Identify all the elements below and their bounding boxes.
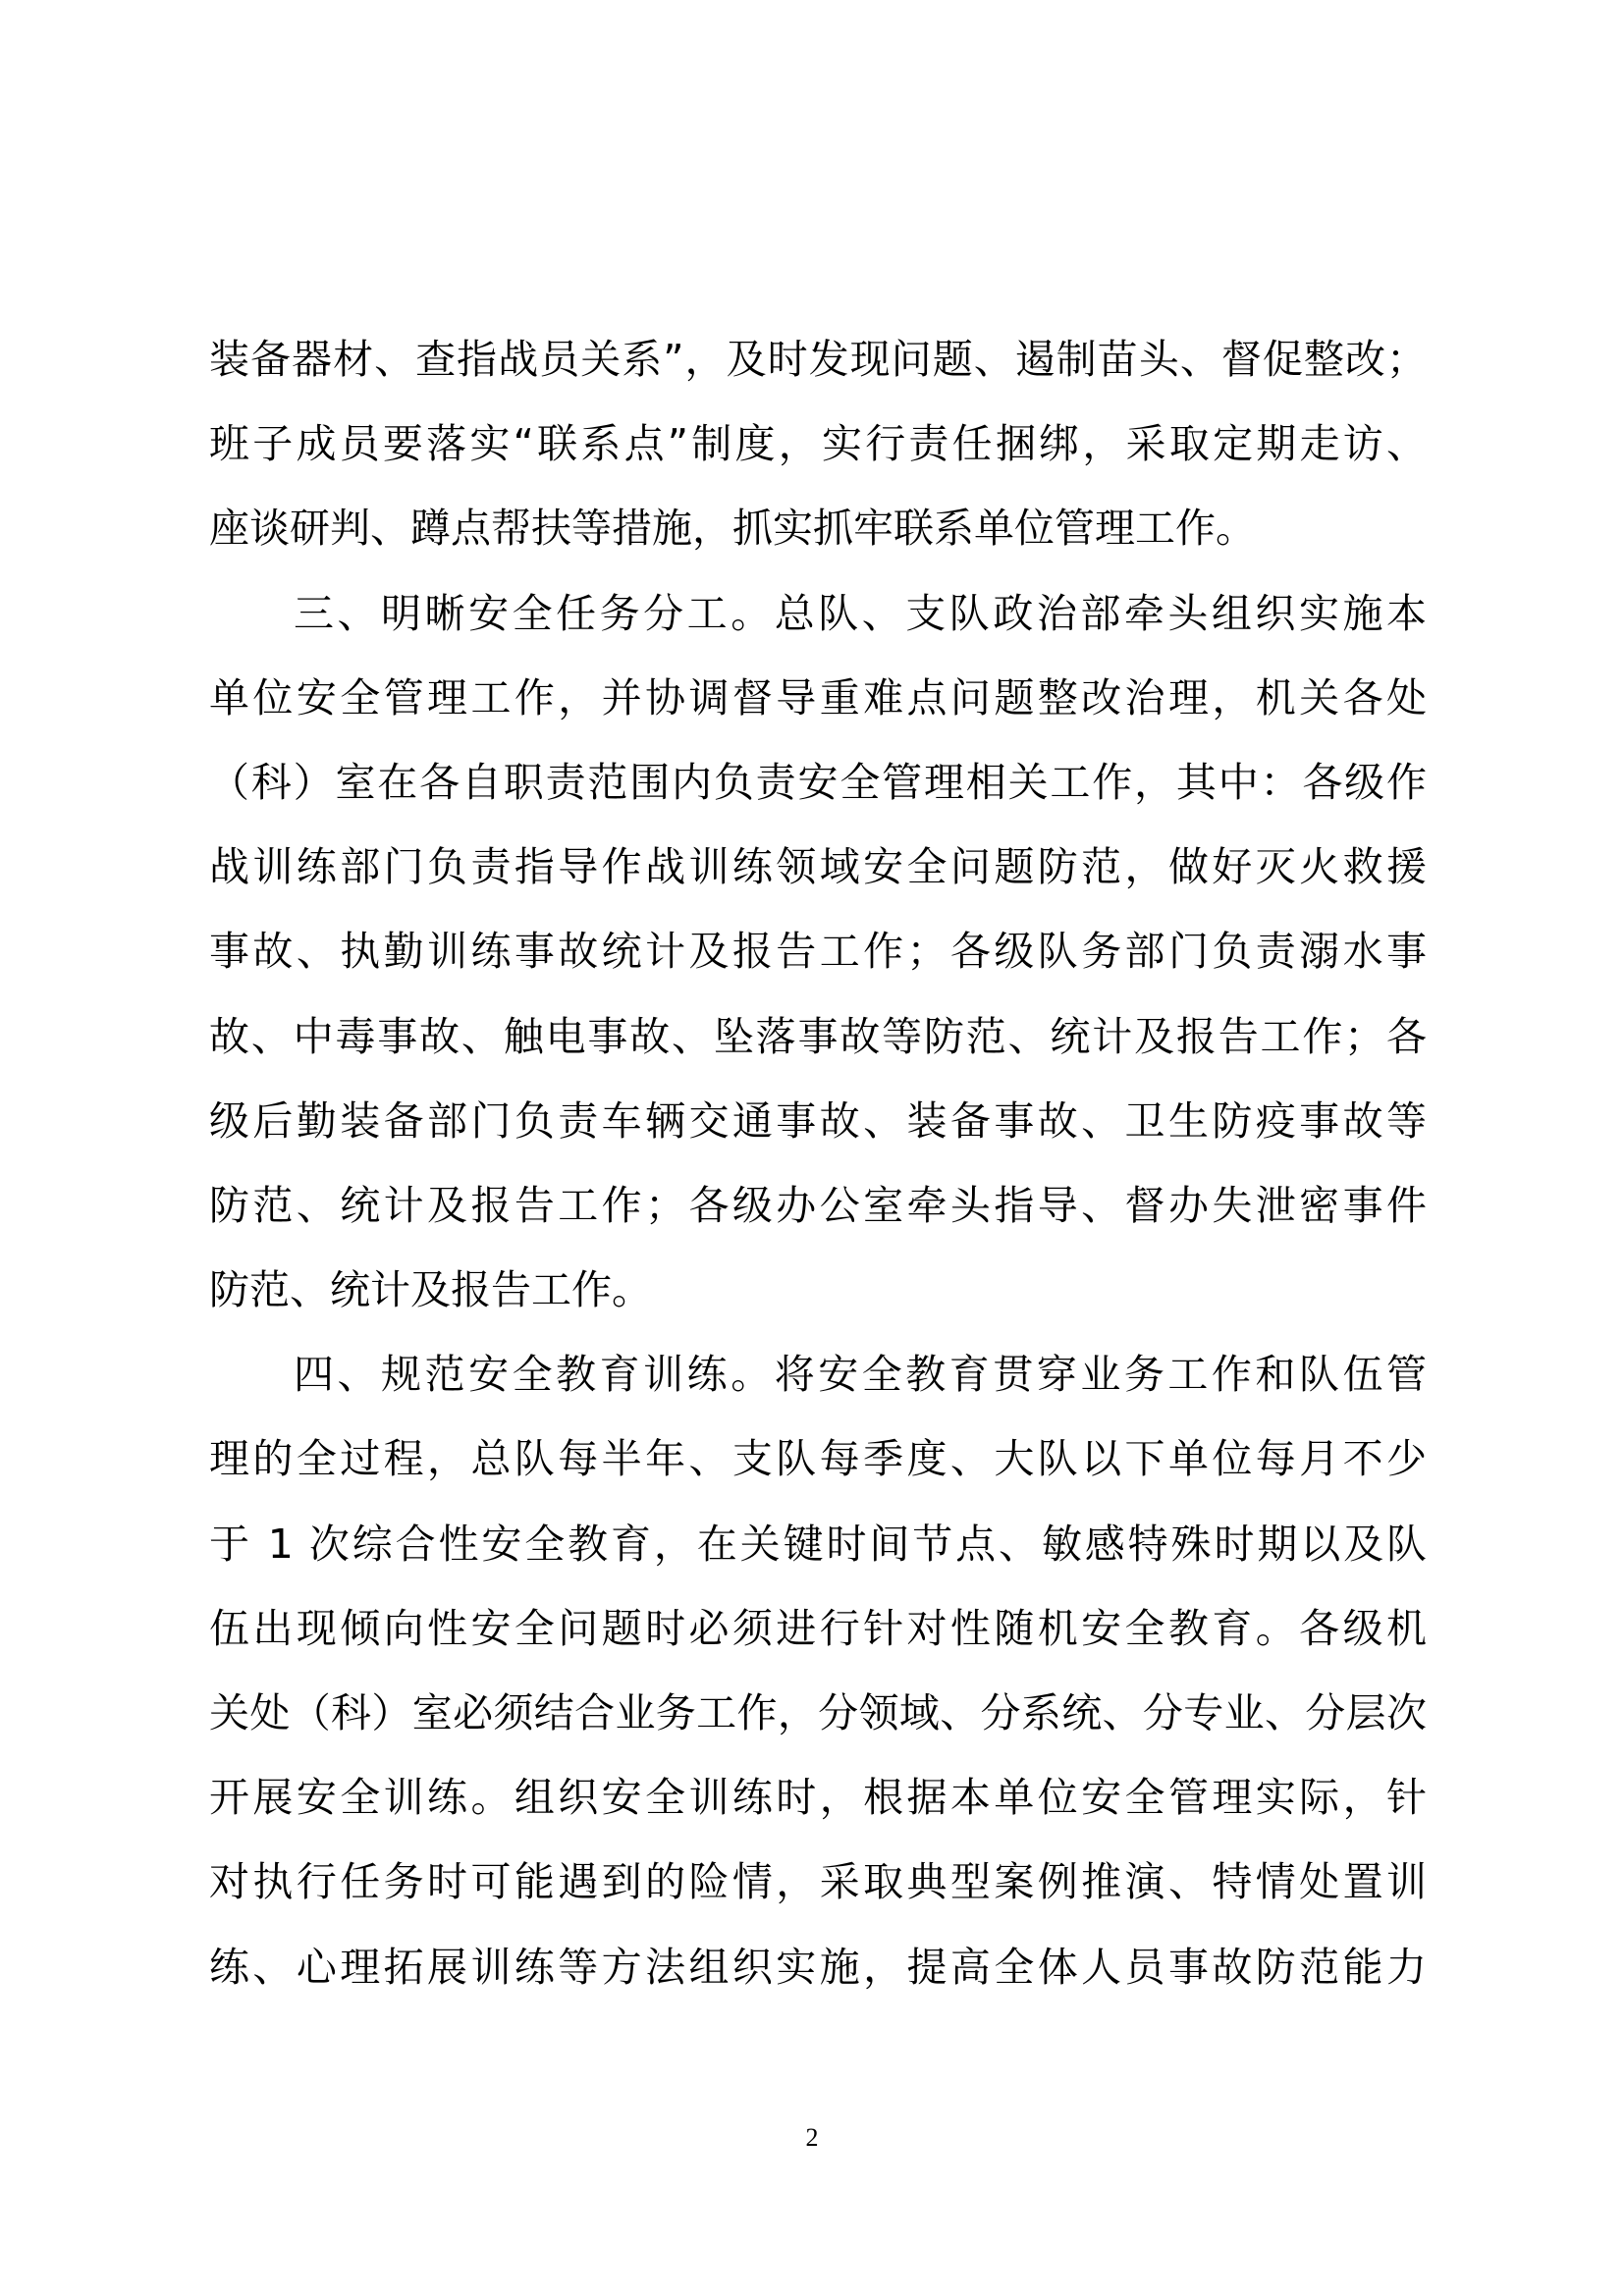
text-line: 理的全过程，总队每半年、支队每季度、大队以下单位每月不少 bbox=[209, 1435, 1427, 1483]
text-line: 防范、统计及报告工作；各级办公室牵头指导、督办失泄密事件 bbox=[209, 1181, 1427, 1229]
text-line: 战训练部门负责指导作战训练领域安全问题防范，做好灭火救援 bbox=[209, 843, 1427, 891]
text-line: 于 1 次综合性安全教育，在关键时间节点、敏感特殊时期以及队 bbox=[209, 1520, 1427, 1568]
text-line: 关处（科）室必须结合业务工作，分领域、分系统、分专业、分层次 bbox=[209, 1689, 1427, 1736]
text-line: 对执行任务时可能遇到的险情，采取典型案例推演、特情处置训 bbox=[209, 1858, 1427, 1906]
text-line: 单位安全管理工作，并协调督导重难点问题整改治理，机关各处 bbox=[209, 673, 1427, 721]
text-line: 故、中毒事故、触电事故、坠落事故等防范、统计及报告工作；各 bbox=[209, 1012, 1427, 1060]
text-line: 练、心理拓展训练等方法组织实施，提高全体人员事故防范能力 bbox=[209, 1943, 1427, 1991]
document-body bbox=[209, 317, 1427, 2009]
text-line: 伍出现倾向性安全问题时必须进行针对性随机安全教育。各级机 bbox=[209, 1604, 1427, 1652]
text-line: 级后勤装备部门负责车辆交通事故、装备事故、卫生防疫事故等 bbox=[209, 1096, 1427, 1145]
text-line: 班子成员要落实“联系点”制度，实行责任捆绑，采取定期走访、 bbox=[209, 420, 1427, 468]
text-line: 开展安全训练。组织安全训练时，根据本单位安全管理实际，针 bbox=[209, 1774, 1427, 1822]
text-line: （科）室在各自职责范围内负责安全管理相关工作，其中：各级作 bbox=[209, 758, 1427, 806]
section-3-heading-line: 三、明晰安全任务分工。总队、支队政治部牵头组织实施本 bbox=[294, 589, 1427, 637]
text-line: 装备器材、查指战员关系”，及时发现问题、遏制苗头、督促整改； bbox=[209, 336, 1427, 383]
text-line: 防范、统计及报告工作。 bbox=[209, 1266, 652, 1314]
text-line: 座谈研判、蹲点帮扶等措施，抓实抓牢联系单位管理工作。 bbox=[209, 505, 1256, 553]
page-number: 2 bbox=[805, 2123, 819, 2152]
section-4-heading-line: 四、规范安全教育训练。将安全教育贯穿业务工作和队伍管 bbox=[294, 1351, 1427, 1399]
text-line: 事故、执勤训练事故统计及报告工作；各级队务部门负责溺水事 bbox=[209, 928, 1427, 976]
